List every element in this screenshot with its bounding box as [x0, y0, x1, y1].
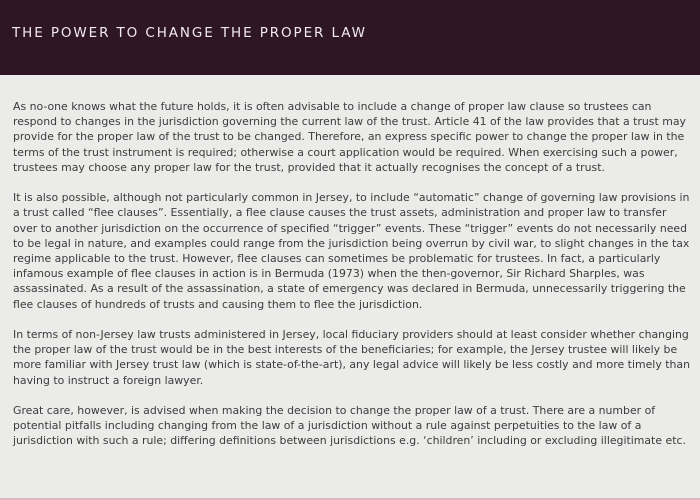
page-title: THE POWER TO CHANGE THE PROPER LAW	[12, 25, 367, 41]
paragraph-flee-clauses: It is also possible, although not particularly common in Jersey, to include “automatic” change of governing law provisions in a trust called “flee clauses”. Essentially, a flee clause causes the trust assets, administration and proper law to transfer over to another jurisdiction on the occurrence of specified “trigger” events. These “trigger” events do not necessarily need to be legal in nature, and examples could range from the jurisdiction being overrun by civil war, to slight changes in the tax regime applicable to the trust. However, flee clauses can sometimes be problematic for trustees. In fact, a particularly infamous example of flee clauses in action is in Bermuda (1973) when the then-governor, Sir Richard Sharples, was assassinated. As a result of the assassination, a state of emergency was declared in Bermuda, unnecessarily triggering the flee clauses of hundreds of trusts and causing them to flee the jurisdiction.	[13, 191, 690, 311]
article-body	[13, 99, 690, 449]
header-banner	[0, 0, 700, 75]
paragraph-change-of-proper-law: As no-one knows what the future holds, it is often advisable to include a change of proper law clause so trustees can respond to changes in the jurisdiction governing the current law of the trust. Article 41 of the law provides that a trust may provide for the proper law of the trust to be changed. Therefore, an express specific power to change the proper law in the terms of the trust instrument is required; otherwise a court application would be required. When exercising such a power, trustees may choose any proper law for the trust, provided that it actually recognises the concept of a trust.	[13, 100, 686, 174]
paragraph-pitfalls: Great care, however, is advised when making the decision to change the proper law of a trust. There are a number of potential pitfalls including changing from the law of a jurisdiction without a rule against perpetuities to the law of a jurisdiction with such a rule; differing definitions between jurisdictions e.g. ‘children’ including or excluding illegitimate etc.	[13, 404, 686, 448]
paragraph-non-jersey-trusts: In terms of non-Jersey law trusts administered in Jersey, local fiduciary providers should at least consider whether changing the proper law of the trust would be in the best interests of the beneficiaries; for example, the Jersey trustee will likely be more familiar with Jersey trust law (which is state-of-the-art), any legal advice will likely be less costly and more timely than having to instruct a foreign lawyer.	[13, 328, 690, 387]
